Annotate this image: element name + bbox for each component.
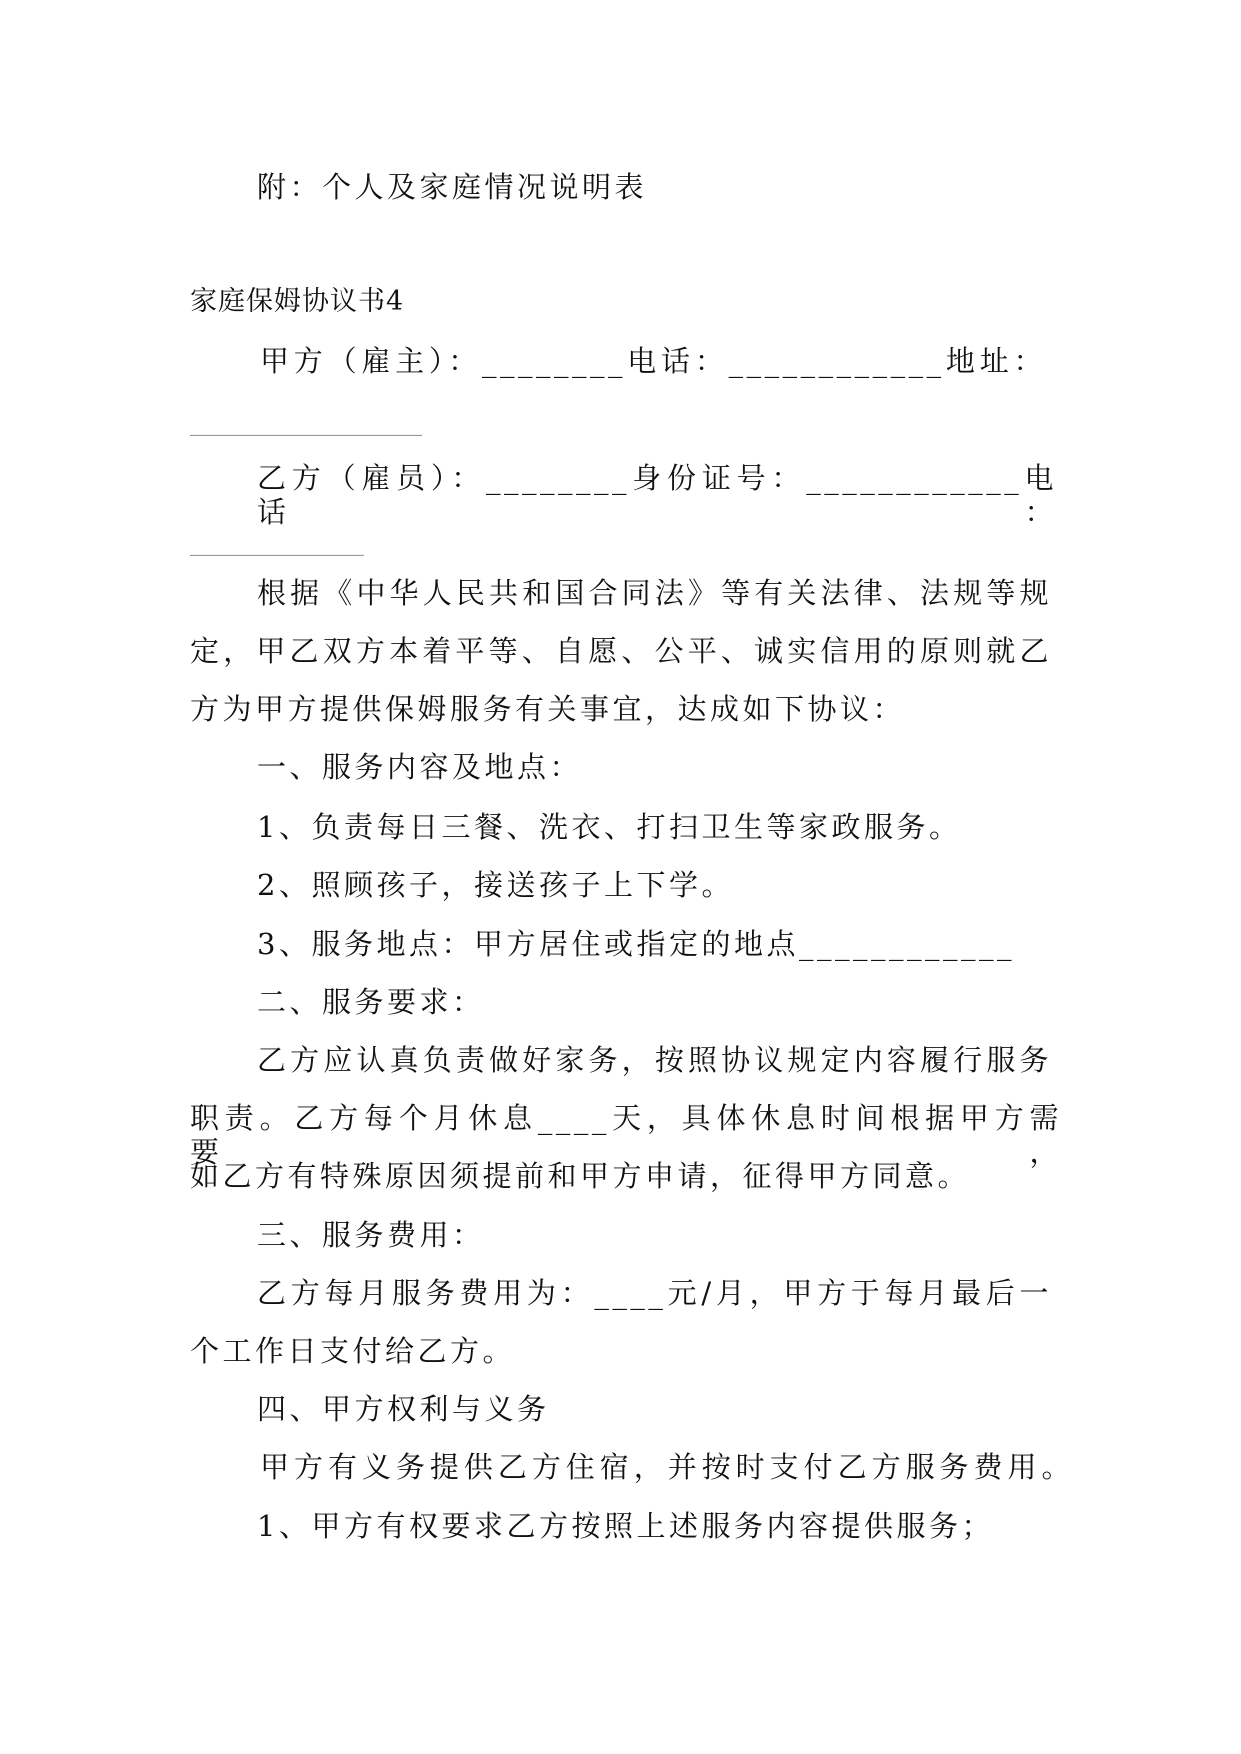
paragraph-line: 如乙方有特殊原因须提前和甲方申请，征得甲方同意。 [190,1159,971,1193]
list-item: 2、照顾孩子，接送孩子上下学。 [257,868,734,902]
party-a-address-blank: ________________ [190,402,422,436]
section-heading: 三、服务费用： [257,1218,485,1252]
section-heading: 二、服务要求： [257,985,485,1019]
document-title: 家庭保姆协议书4 [190,286,405,317]
paragraph-line: 乙方应认真负责做好家务，按照协议规定内容履行服务 [257,1043,1052,1077]
list-item: 1、负责每日三餐、洗衣、打扫卫生等家政服务。 [257,810,962,844]
paragraph-line: 职责。乙方每个月休息____天，具体休息时间根据甲方需要， [190,1101,1062,1169]
paragraph-line: 乙方每月服务费用为：____元/月，甲方于每月最后一 [257,1276,1052,1310]
party-a-line: 甲方（雇主）：________电话：____________地址： [260,344,1046,378]
party-b-phone-blank: ____________ [190,522,364,556]
paragraph-line: 方为甲方提供保姆服务有关事宜，达成如下协议： [190,692,906,726]
list-item: 3、服务地点：甲方居住或指定的地点____________ [257,927,1015,961]
section-heading: 四、甲方权利与义务 [257,1392,550,1426]
section-heading: 一、服务内容及地点： [257,750,583,784]
party-b-line: 乙方（雇员）：________身份证号：____________电话： [257,461,1057,529]
paragraph-line: 根据《中华人民共和国合同法》等有关法律、法规等规 [257,576,1052,610]
list-item: 1、甲方有权要求乙方按照上述服务内容提供服务； [257,1509,994,1543]
attachment-note: 附：个人及家庭情况说明表 [257,170,648,204]
paragraph-line: 定，甲乙双方本着平等、自愿、公平、诚实信用的原则就乙 [190,634,1052,668]
paragraph-line: 甲方有义务提供乙方住宿，并按时支付乙方服务费用。 [260,1450,1074,1484]
paragraph-line: 个工作日支付给乙方。 [190,1334,516,1368]
